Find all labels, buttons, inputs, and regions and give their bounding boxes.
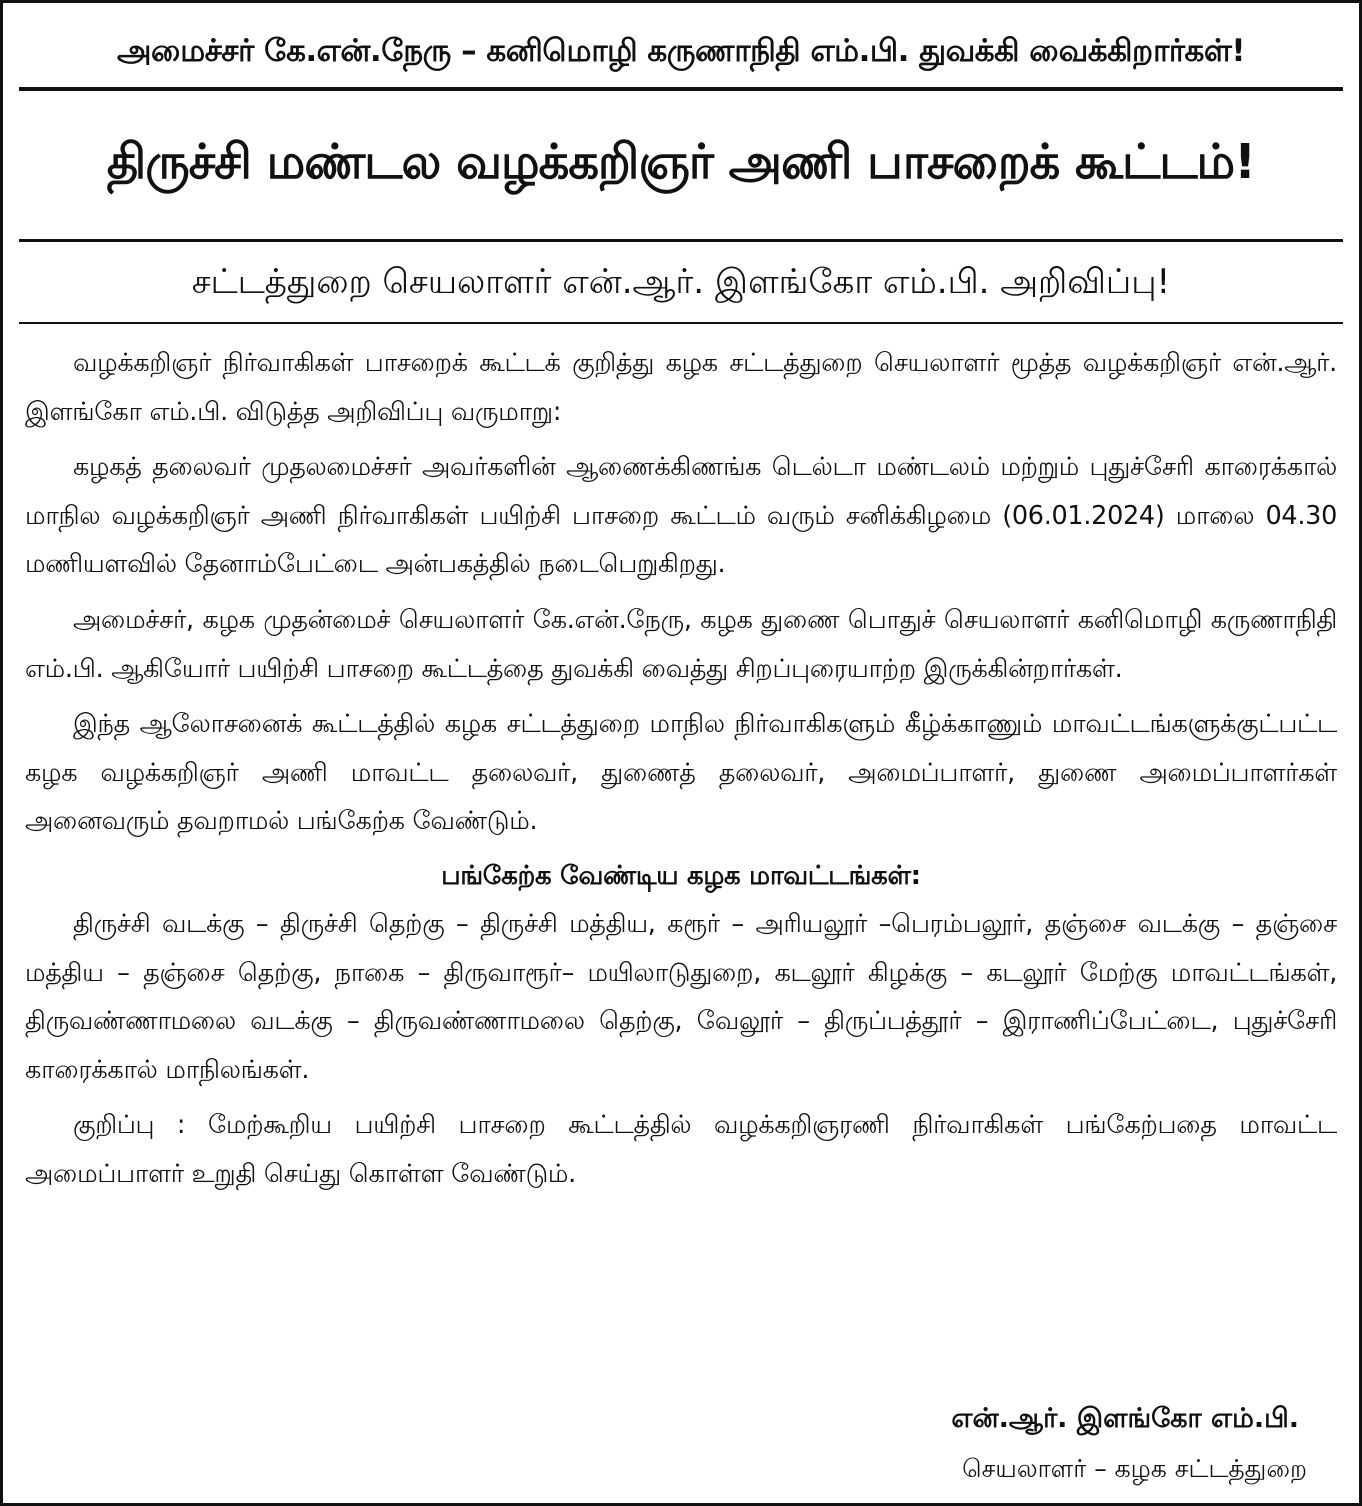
kicker-line: அமைச்சர் கே.என்.நேரு – கனிமொழி கருணாநிதி எம்.பி. துவக்கி வைக்கிறார்கள்! — [117, 33, 1245, 69]
subheadline: சட்டத்துறை செயலாளர் என்.ஆர். இளங்கோ எம்.பி. அறிவிப்பு! — [191, 262, 1171, 302]
paragraph-participants: இந்த ஆலோசனைக் கூட்டத்தில் கழக சட்டத்துறை மாநில நிர்வாகிகளும் கீழ்க்காணும் மாவட்டங்களுக்குட்பட்ட கழக வழக்கறிஞர் அணி மாவட்ட தலைவர், துணைத் தலைவர், அமைப்பாளர், துணை அமைப்பாளர்கள் அனைவரும் தவறாமல் பங்கேற்க வேண்டும். — [25, 709, 1337, 837]
districts-list: திருச்சி வடக்கு – திருச்சி தெற்கு – திருச்சி மத்திய, கரூர் – அரியலூர் –பெரம்பலூர், தஞ்சை வடக்கு – தஞ்சை மத்திய – தஞ்சை தெற்கு, நாகை – திருவாரூர்– மயிலாடுதுறை, கடலூர் கிழக்கு – கடலூர் மேற்கு மாவட்டங்கள், திருவண்ணாமலை வடக்கு – திருவண்ணாமலை தெற்கு, வேலூர் – திருப்பத்தூர் – இராணிப்பேட்டை, புதுச்சேரி காரைக்கால் மாநிலங்கள். — [25, 908, 1337, 1085]
paragraph-intro: வழக்கறிஞர் நிர்வாகிகள் பாசறைக் கூட்டக் குறித்து கழக சட்டத்துறை செயலாளர் மூத்த வழக்கறிஞர் என்.ஆர். இளங்கோ எம்.பி. விடுத்த அறிவிப்பு வருமாறு: — [25, 348, 1337, 427]
divider-bottom — [19, 322, 1343, 324]
signature-name: என்.ஆர். இளங்கோ எம்.பி. — [951, 1403, 1299, 1434]
notice-body — [25, 339, 1337, 1199]
headline: திருச்சி மண்டல வழக்கறிஞர் அணி பாசறைக் கூட்டம்! — [106, 134, 1256, 190]
districts-heading: பங்கேற்க வேண்டிய கழக மாவட்டங்கள்: — [441, 860, 921, 891]
note-paragraph: குறிப்பு : மேற்கூறிய பயிற்சி பாசறை கூட்டத்தில் வழக்கறிஞரணி நிர்வாகிகள் பங்கேற்பதை மாவட்ட அமைப்பாளர் உறுதி செய்து கொள்ள வேண்டும். — [25, 1110, 1337, 1189]
divider-top — [19, 87, 1343, 91]
divider-middle — [19, 239, 1343, 242]
paragraph-chief-guests: அமைச்சர், கழக முதன்மைச் செயலாளர் கே.என்.நேரு, கழக துணை பொதுச் செயலாளர் கனிமொழி கருணாநிதி எம்.பி. ஆகியோர் பயிற்சி பாசறை கூட்டத்தை துவக்கி வைத்து சிறப்புரையாற்ற இருக்கின்றார்கள். — [25, 604, 1337, 684]
signature-role: செயலாளர் – கழக சட்டத்துறை — [962, 1454, 1307, 1483]
paragraph-meeting-details: கழகத் தலைவர் முதலமைச்சர் அவர்களின் ஆணைக்கிணங்க டெல்டா மண்டலம் மற்றும் புதுச்சேரி காரைக்கால் மாநில வழக்கறிஞர் அணி நிர்வாகிகள் பயிற்சி பாசறை கூட்டம் வரும் சனிக்கிழமை (06.01.2024) மாலை 04.30 மணியளவில் தேனாம்பேட்டை அன்பகத்தில் நடைபெறுகிறது. — [25, 452, 1337, 580]
